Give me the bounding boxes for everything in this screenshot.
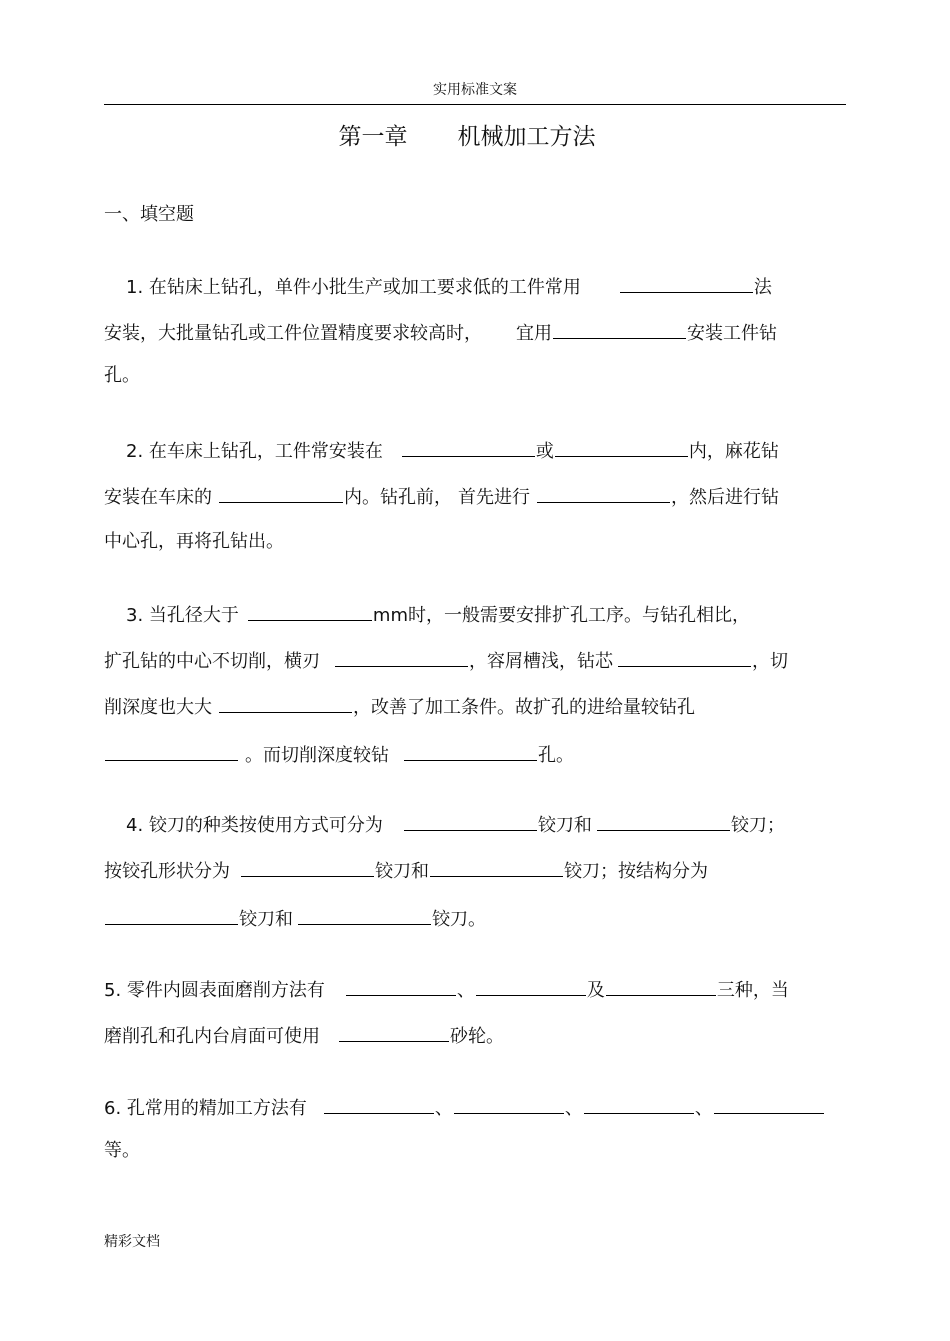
q2-line-1: 2. 在车床上钻孔，工件常安装在 或 内，麻花钻 bbox=[126, 436, 779, 464]
q2-blank-3[interactable] bbox=[219, 482, 343, 503]
header-rule bbox=[104, 104, 846, 105]
q6-blank-3[interactable] bbox=[584, 1093, 694, 1114]
q5-blank-2[interactable] bbox=[476, 975, 586, 996]
q3-blank-4[interactable] bbox=[219, 692, 352, 713]
q3-blank-6[interactable] bbox=[404, 740, 537, 761]
q2-blank-2[interactable] bbox=[555, 436, 688, 457]
q6-blank-1[interactable] bbox=[324, 1093, 434, 1114]
q2-line-3: 中心孔，再将孔钻出。 bbox=[104, 531, 284, 552]
chapter-number: 第一章 bbox=[338, 124, 408, 150]
chapter-name: 机械加工方法 bbox=[457, 124, 596, 150]
q3-blank-3[interactable] bbox=[618, 646, 751, 667]
q5-blank-1[interactable] bbox=[346, 975, 456, 996]
q2-blank-4[interactable] bbox=[537, 482, 670, 503]
q2-line-2: 安装在车床的 内。钻孔前， 首先进行 ，然后进行钻 bbox=[104, 482, 779, 510]
q1-blank-1[interactable] bbox=[620, 272, 753, 293]
q3-line-3: 削深度也大大 ，改善了加工条件。故扩孔的进给量较钻孔 bbox=[104, 692, 695, 720]
chapter-title bbox=[0, 118, 934, 151]
q4-blank-6[interactable] bbox=[298, 904, 431, 925]
q4-blank-4[interactable] bbox=[430, 856, 563, 877]
q3-blank-2[interactable] bbox=[335, 646, 468, 667]
q6-line-1: 6. 孔常用的精加工方法有 、 、 、 bbox=[104, 1093, 825, 1121]
q1-line-2: 安装，大批量钻孔或工件位置精度要求较高时， 宜用 安装工件钻 bbox=[104, 318, 777, 346]
q5-blank-3[interactable] bbox=[606, 975, 716, 996]
q3-blank-1[interactable] bbox=[248, 600, 372, 621]
page-header: 实用标准文案 bbox=[433, 82, 517, 98]
q4-line-3: 铰刀和 铰刀。 bbox=[104, 904, 486, 932]
q2-blank-1[interactable] bbox=[402, 436, 535, 457]
page-footer: 精彩文档 bbox=[104, 1234, 160, 1250]
q5-line-1: 5. 零件内圆表面磨削方法有 、 及 三种，当 bbox=[104, 975, 789, 1003]
q4-blank-1[interactable] bbox=[404, 810, 537, 831]
q4-blank-5[interactable] bbox=[105, 904, 238, 925]
q3-blank-5[interactable] bbox=[105, 740, 238, 761]
q1-line-1: 1. 在钻床上钻孔，单件小批生产或加工要求低的工件常用 法 bbox=[126, 272, 772, 300]
q4-line-2: 按铰孔形状分为 铰刀和 铰刀；按结构分为 bbox=[104, 856, 708, 884]
section-heading: 一、填空题 bbox=[104, 204, 194, 225]
q5-line-2: 磨削孔和孔内台肩面可使用 砂轮。 bbox=[104, 1021, 504, 1049]
q6-blank-4[interactable] bbox=[714, 1093, 824, 1114]
q6-line-2: 等。 bbox=[104, 1140, 140, 1161]
q1-blank-2[interactable] bbox=[553, 318, 686, 339]
q3-line-4: 。而切削深度较钻 孔。 bbox=[104, 740, 574, 768]
q3-line-2: 扩孔钻的中心不切削，横刃 ，容屑槽浅，钻芯 ，切 bbox=[104, 646, 788, 674]
q1-line-3: 孔。 bbox=[104, 365, 140, 386]
q4-line-1: 4. 铰刀的种类按使用方式可分为 铰刀和 铰刀； bbox=[126, 810, 785, 838]
q6-blank-2[interactable] bbox=[454, 1093, 564, 1114]
q3-line-1: 3. 当孔径大于 mm时，一般需要安排扩孔工序。与钻孔相比， bbox=[126, 600, 750, 628]
q4-blank-2[interactable] bbox=[597, 810, 730, 831]
q5-blank-4[interactable] bbox=[339, 1021, 449, 1042]
q4-blank-3[interactable] bbox=[241, 856, 374, 877]
